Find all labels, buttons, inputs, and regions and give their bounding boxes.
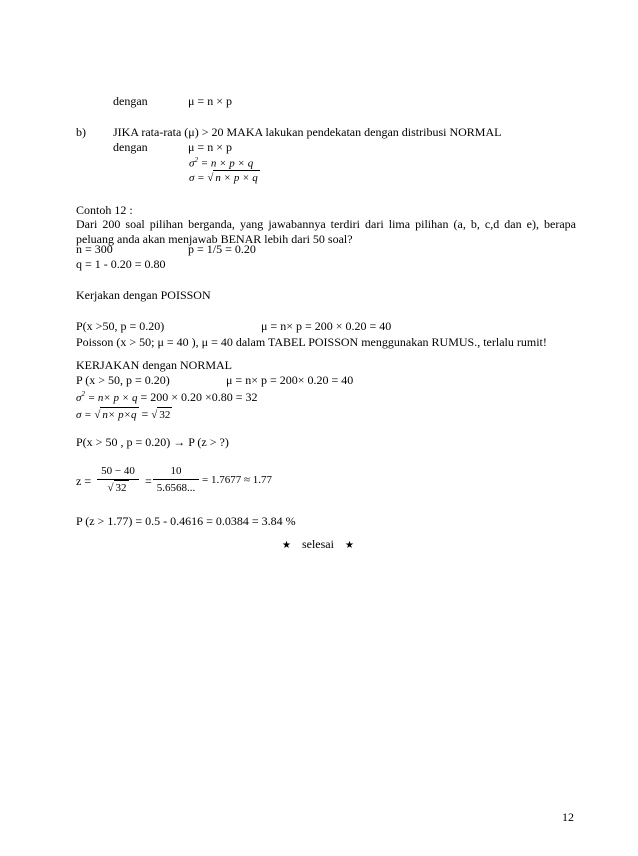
variance-mid: = n× p × q	[84, 392, 138, 404]
n-value: n = 300	[76, 242, 113, 256]
page-number: 12	[562, 810, 574, 824]
sqrt-radicand: n × p × q	[215, 172, 258, 184]
normal-std-dev	[76, 408, 172, 421]
poisson-note: Poisson (x > 50; μ = 40 ), μ = 40 dalam TABEL POISSON menggunakan RUMUS., terlalu rumit!	[76, 335, 547, 349]
sqrt-icon-2: √	[151, 409, 158, 421]
variance-value: = 200 × 0.20 ×0.80 = 32	[137, 390, 258, 404]
z-result: = 1.7677 ≈ 1.77	[202, 474, 272, 486]
sqrt-icon: √	[207, 172, 214, 184]
z-equals-1: =	[145, 474, 152, 488]
sigma-symbol: σ	[189, 157, 195, 170]
closing-line	[282, 538, 354, 551]
normal-variance	[76, 391, 258, 404]
final-probability: P (z > 1.77) = 0.5 - 0.4616 = 0.0384 = 3.84 %	[76, 514, 296, 528]
poisson-heading: Kerjakan dengan POISSON	[76, 288, 211, 302]
squared-exponent: 2	[81, 390, 85, 398]
variance-rhs: = n × p × q	[200, 157, 254, 170]
z-fraction-1	[97, 466, 139, 494]
sqrt-icon: √	[94, 409, 101, 421]
item-b-mu-formula: μ = n × p	[188, 140, 232, 154]
sigma-symbol: σ	[76, 392, 82, 404]
item-b-text: JIKA rata-rata (μ) > 20 MAKA lakukan pendekatan dengan distribusi NORMAL	[113, 125, 502, 139]
z-transform: P(x > 50 , p = 0.20) → P (z > ?)	[76, 435, 229, 449]
mu-formula: μ = n × p	[188, 94, 232, 108]
z-fraction-2	[153, 466, 199, 494]
normal-mu: μ = n× p = 200× 0.20 = 40	[226, 373, 354, 387]
normal-prob: P (x > 50, p = 0.20)	[76, 373, 170, 387]
item-b-dengan-label: dengan	[113, 140, 148, 154]
equals-sign: =	[138, 407, 152, 421]
dengan-label: dengan	[113, 94, 148, 108]
poisson-prob: P(x >50, p = 0.20)	[76, 319, 165, 333]
z-denominator-1: √ 32	[97, 479, 139, 494]
poisson-mu: μ = n× p = 200 × 0.20 = 40	[261, 319, 392, 333]
z-numerator-2: 10	[170, 465, 182, 477]
item-b-marker: b)	[76, 125, 86, 139]
z-numerator-1: 50 − 40	[101, 465, 135, 477]
star-icon: ★	[344, 540, 354, 551]
sqrt-32: 32	[159, 409, 171, 421]
example-question: Dari 200 soal pilihan berganda, yang jawabannya terdiri dari lima pilihan (a, b, c,d dan e), berapa peluang anda akan menjawab BENAR lebih dari 50 soal?	[76, 217, 576, 246]
sigma-lhs: σ =	[189, 172, 208, 184]
star-icon: ★	[282, 540, 291, 551]
normal-heading: KERJAKAN dengan NORMAL	[76, 358, 232, 372]
z-lhs: z =	[76, 474, 92, 488]
sqrt-radicand: n× p×q	[102, 409, 137, 421]
sigma-lhs: σ =	[76, 409, 95, 421]
q-value: q = 1 - 0.20 = 0.80	[76, 257, 166, 271]
sqrt-icon: √	[107, 482, 114, 494]
p-value: p = 1/5 = 0.20	[188, 242, 256, 256]
example-heading: Contoh 12 :	[76, 203, 133, 217]
std-dev-formula	[189, 173, 260, 184]
variance-formula	[189, 157, 253, 170]
selesai-text: selesai	[301, 537, 334, 551]
squared-exponent: 2	[194, 156, 198, 164]
z-denominator-2: 5.6568...	[153, 479, 199, 494]
